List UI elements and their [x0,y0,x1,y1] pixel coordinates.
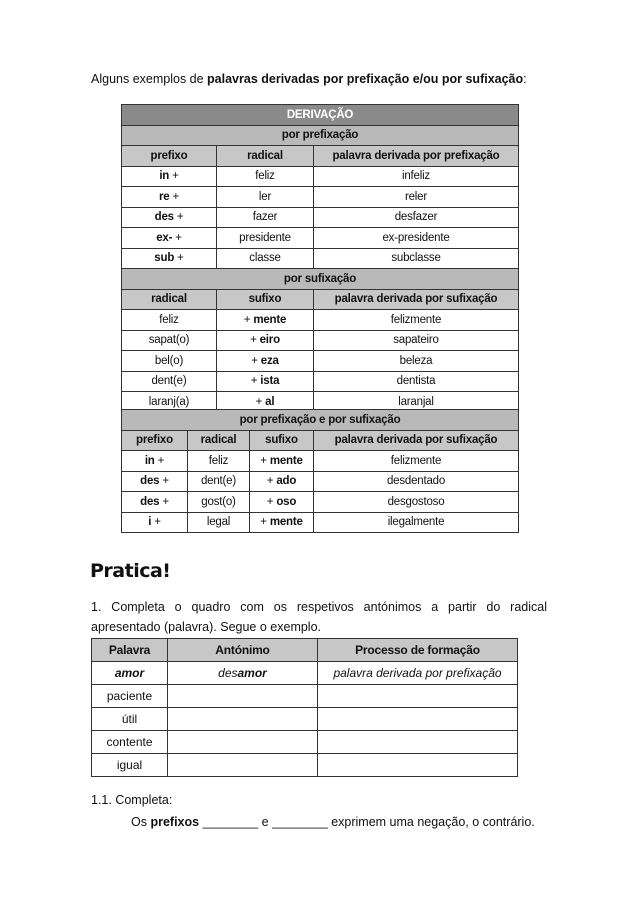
radical-cell: fazer [217,207,314,228]
morpheme: in [159,170,170,183]
radical-cell: ler [217,187,314,208]
radical-cell: feliz [188,451,250,472]
table-row [122,248,519,269]
plus-sign: + [177,252,184,265]
table-row [122,310,519,331]
suffix-cell [250,471,314,492]
antonimo-input-cell[interactable] [168,731,318,754]
processo-input-cell[interactable] [318,731,518,754]
blank-1[interactable]: ________ [199,815,259,829]
morpheme: i [148,516,152,529]
derived-word-cell: infeliz [314,166,519,187]
q11-bold: prefixos [150,815,200,829]
col-header: prefixo [122,430,188,451]
table-row [122,512,519,533]
plus-sign: + [172,170,179,183]
example-palavra: amor [92,662,168,685]
derived-word-cell: sapateiro [314,330,519,351]
morpheme: des [140,475,160,488]
processo-input-cell[interactable] [318,708,518,731]
prefix-cell [122,248,217,269]
radical-cell: feliz [217,166,314,187]
suffix-cell [250,512,314,533]
question-1-1-title: 1.1. Completa: [91,793,173,807]
processo-input-cell[interactable] [318,685,518,708]
intro-bold: palavras derivadas por prefixação e/ou por sufixação [207,72,524,86]
table-row [122,351,519,372]
morpheme: mente [269,454,303,467]
morpheme: mente [253,313,287,326]
table-row [122,166,519,187]
combo-table [121,409,519,533]
antonimo-prefix: des [218,666,238,680]
antonimo-input-cell[interactable] [168,685,318,708]
header-row [92,639,518,662]
palavra-cell: igual [92,754,168,777]
morpheme: sub [154,252,175,265]
suffix-cell [217,371,314,392]
antonimo-input-cell[interactable] [168,708,318,731]
plus-sign: + [266,495,274,508]
table-row [122,207,519,228]
col-header: palavra derivada por prefixação [314,146,519,167]
plus-sign: + [162,495,169,508]
morpheme: re [158,190,170,203]
table-row [122,492,519,513]
prefix-cell [122,492,188,513]
prefix-cell [122,207,217,228]
antonimo-radical: amor [237,666,267,680]
radical-cell: dent(e) [188,471,250,492]
col-header: Palavra [92,639,168,662]
table-row [122,330,519,351]
plus-sign: + [172,190,179,203]
header-row [122,289,519,310]
morpheme: des [154,211,174,224]
pratica-table [91,638,518,777]
col-header: palavra derivada por sufixação [314,430,519,451]
morpheme: oso [276,495,297,508]
morpheme: des [140,495,160,508]
derived-word-cell: dentista [314,371,519,392]
band-prefixacao: por prefixação [122,125,519,146]
suffix-cell [250,451,314,472]
processo-input-cell[interactable] [318,754,518,777]
derived-word-cell: felizmente [314,310,519,331]
example-processo: palavra derivada por prefixação [318,662,518,685]
pratica-title: Pratica! [90,560,171,582]
plus-sign: + [260,454,267,467]
suffix-cell [250,492,314,513]
suffix-cell [217,330,314,351]
radical-cell: presidente [217,228,314,249]
table-row [122,228,519,249]
radical-cell: feliz [122,310,217,331]
radical-cell: sapat(o) [122,330,217,351]
morpheme: in [144,454,155,467]
col-header: sufixo [217,289,314,310]
plus-sign: + [176,211,184,224]
prefix-cell [122,512,188,533]
col-header: Antónimo [168,639,318,662]
header-row [122,146,519,167]
col-header: Processo de formação [318,639,518,662]
q11-post: exprimem uma negação, o contrário. [327,815,535,829]
morpheme: ex- [156,231,173,244]
prefix-cell [122,166,217,187]
suffix-cell [217,351,314,372]
derived-word-cell: desgostoso [314,492,519,513]
derived-word-cell: beleza [314,351,519,372]
col-header: palavra derivada por sufixação [314,289,519,310]
blank-2[interactable]: ________ [272,815,328,829]
derived-word-cell: laranjal [314,392,519,413]
derived-word-cell: felizmente [314,451,519,472]
band-ambos: por prefixação e por sufixação [122,410,519,431]
morpheme: al [265,395,275,408]
morpheme: eiro [259,334,280,347]
plus-sign: + [250,334,257,347]
intro-suffix: : [523,72,527,86]
plus-sign: + [243,313,251,326]
radical-cell: gost(o) [188,492,250,513]
table-row [122,451,519,472]
table-row [92,708,518,731]
plus-sign: + [162,475,169,488]
plus-sign: + [255,395,263,408]
radical-cell: dent(e) [122,371,217,392]
palavra-cell: contente [92,731,168,754]
radical-cell: laranj(a) [122,392,217,413]
q11-pre: Os [131,815,151,829]
palavra-cell: paciente [92,685,168,708]
prefix-cell [122,451,188,472]
plus-sign: + [175,231,182,244]
morpheme: eza [260,354,279,367]
intro-prefix: Alguns exemplos de [91,72,208,86]
derived-word-cell: reler [314,187,519,208]
plus-sign: + [251,354,258,367]
example-row [92,662,518,685]
table-row [122,471,519,492]
derivacao-title: DERIVAÇÃO [122,105,519,126]
q11-mid: e [258,815,273,829]
col-header: sufixo [250,430,314,451]
header-row [122,430,519,451]
prefix-cell [122,471,188,492]
plus-sign: + [260,516,267,529]
intro-text [91,72,527,86]
morpheme: ado [276,475,297,488]
table-row [92,685,518,708]
derived-word-cell: subclasse [314,248,519,269]
prefix-cell [122,228,217,249]
table-row [122,371,519,392]
plus-sign: + [250,375,258,388]
derived-word-cell: ilegalmente [314,512,519,533]
col-header: prefixo [122,146,217,167]
derivacao-table [121,104,519,413]
plus-sign: + [154,516,161,529]
antonimo-input-cell[interactable] [168,754,318,777]
palavra-cell: útil [92,708,168,731]
example-antonimo [168,662,318,685]
prefix-cell [122,187,217,208]
morpheme: ista [260,375,280,388]
col-header: radical [122,289,217,310]
suffix-cell [217,310,314,331]
plus-sign: + [157,454,165,467]
table-row [92,754,518,777]
band-sufixacao: por sufixação [122,269,519,290]
table-row [92,731,518,754]
derived-word-cell: desdentado [314,471,519,492]
morpheme: mente [269,516,303,529]
radical-cell: legal [188,512,250,533]
col-header: radical [188,430,250,451]
table-row [122,187,519,208]
question-1-1-text [131,815,535,829]
radical-cell: bel(o) [122,351,217,372]
plus-sign: + [266,475,274,488]
derived-word-cell: ex-presidente [314,228,519,249]
exercise-1-text: 1. Completa o quadro com os respetivos antónimos a partir do radical apresentado (palavra). Segue o exemplo. [91,600,547,634]
radical-cell: classe [217,248,314,269]
derived-word-cell: desfazer [314,207,519,228]
col-header: radical [217,146,314,167]
